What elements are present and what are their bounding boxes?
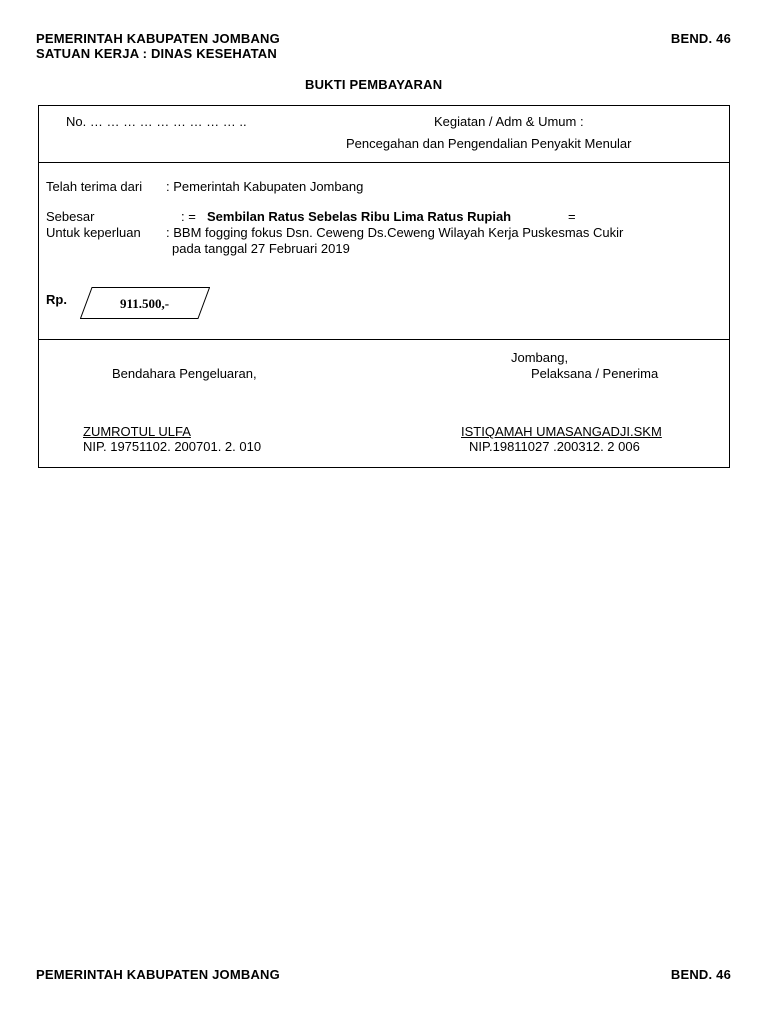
- left-signatory-name: ZUMROTUL ULFA: [83, 424, 191, 439]
- header-form-code: BEND. 46: [670, 31, 731, 46]
- document-title: BUKTI PEMBAYARAN: [305, 77, 443, 92]
- purpose-label: Untuk keperluan: [46, 225, 141, 240]
- activity-value: Pencegahan dan Pengendalian Penyakit Menular: [346, 136, 632, 151]
- divider-top: [39, 162, 729, 163]
- activity-label: Kegiatan / Adm & Umum :: [434, 114, 584, 129]
- footer-org: PEMERINTAH KABUPATEN JOMBANG: [36, 967, 280, 982]
- divider-bottom: [39, 339, 729, 340]
- received-from-label: Telah terima dari: [46, 179, 143, 194]
- right-signatory-role: Pelaksana / Penerima: [531, 366, 659, 381]
- header-org: PEMERINTAH KABUPATEN JOMBANG: [36, 31, 280, 46]
- received-from-value: : Pemerintah Kabupaten Jombang: [166, 179, 364, 194]
- right-signatory-name: ISTIQAMAH UMASANGADJI.SKM: [461, 424, 662, 439]
- purpose-line-2: pada tanggal 27 Februari 2019: [172, 241, 350, 256]
- amount-equals: =: [568, 209, 576, 224]
- receipt-number: No. … … … … … … … … … ..: [66, 114, 247, 129]
- place-date: Jombang,: [511, 350, 569, 365]
- amount-colon: : =: [181, 209, 196, 224]
- amount-label: Sebesar: [46, 209, 95, 224]
- header-unit: SATUAN KERJA : DINAS KESEHATAN: [36, 46, 277, 61]
- amount-numeric: 911.500,-: [120, 296, 170, 311]
- currency-label: Rp.: [46, 292, 67, 307]
- left-signatory-role: Bendahara Pengeluaran,: [112, 366, 257, 381]
- footer-form-code: BEND. 46: [670, 967, 731, 982]
- right-signatory-nip: NIP.19811027 .200312. 2 006: [469, 439, 640, 454]
- amount-words: Sembilan Ratus Sebelas Ribu Lima Ratus Rupiah: [207, 209, 512, 224]
- left-signatory-nip: NIP. 19751102. 200701. 2. 010: [83, 439, 262, 454]
- purpose-line-1: : BBM fogging fokus Dsn. Ceweng Ds.Ceweng Wilayah Kerja Puskesmas Cukir: [166, 225, 624, 240]
